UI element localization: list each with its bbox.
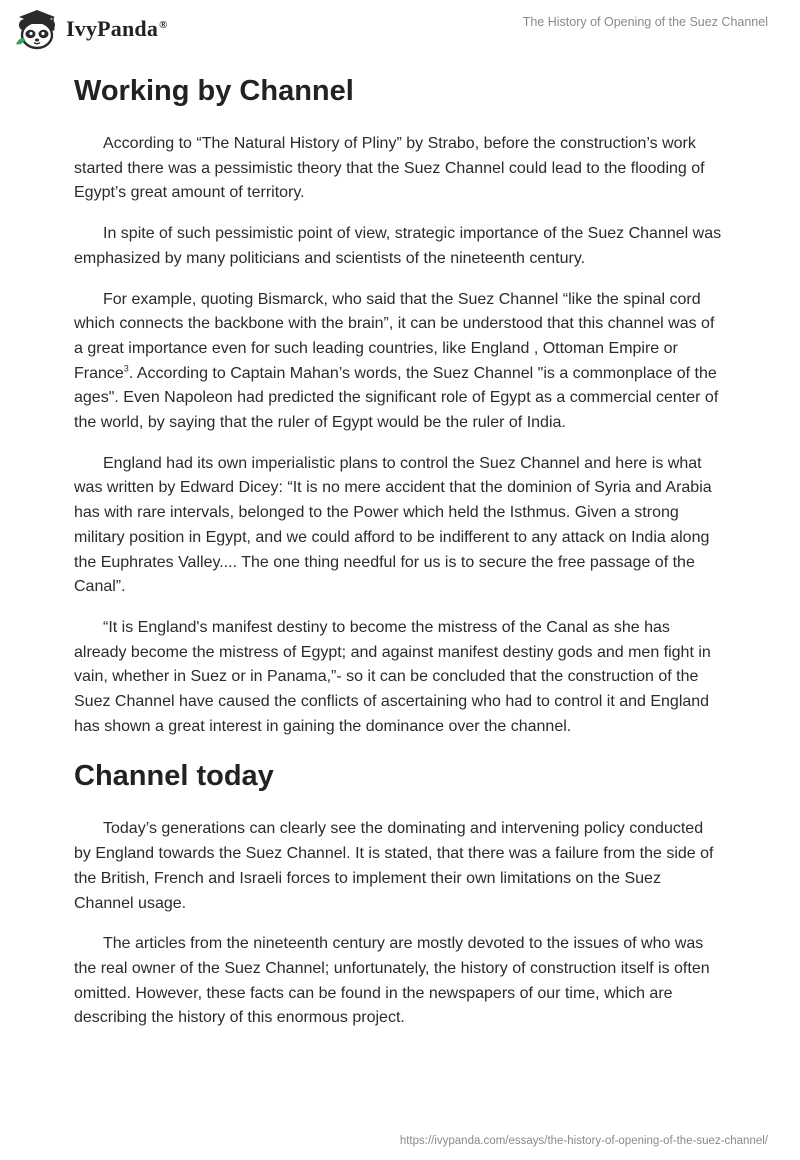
section-heading-working-by-channel: Working by Channel (74, 75, 354, 107)
brand-name: IvyPanda® (66, 16, 168, 41)
essay-body (74, 70, 724, 1047)
section-heading-channel-today: Channel today (74, 760, 274, 793)
paragraph: According to “The Natural History of Pliny” by Strabo, before the construction’s work started there was a pessimistic theory that the Suez Channel could lead to the flooding of Egypt’s great amount of territory. (74, 135, 705, 202)
page-header (0, 0, 800, 60)
source-url[interactable]: https://ivypanda.com/essays/the-history-of-opening-of-the-suez-channel/ (399, 1135, 768, 1147)
panda-graduate-icon (14, 8, 60, 50)
paragraph: The articles from the nineteenth century are mostly devoted to the issues of who was the real owner of the Suez Channel; unfortunately, the history of construction itself is often omitted. However, these facts can be found in the newspapers of our time, which are describing the history of this enormous project. (74, 935, 710, 1027)
paragraph (74, 288, 724, 436)
footnote-reference[interactable]: 3 (123, 363, 129, 374)
document-title: The History of Opening of the Suez Channel (522, 15, 768, 29)
paragraph-text: For example, quoting Bismarck, who said that the Suez Channel “like the spinal cord which connects the backbone with the brain”, it can be understood that this channel was of a great importance even for such leading countries, like England , Ottoman Empire or France (74, 290, 715, 382)
paragraph: In spite of such pessimistic point of view, strategic importance of the Suez Channel was emphasized by many politicians and scientists of the nineteenth century. (74, 225, 722, 267)
brand-logo[interactable] (14, 8, 168, 50)
registered-mark: ® (159, 18, 168, 31)
paragraph: Today’s generations can clearly see the dominating and intervening policy conducted by England towards the Suez Channel. It is stated, that there was a failure from the side of the British, French and Israeli forces to implement their own limitations on the Suez Channel usage. (74, 820, 714, 912)
paragraph: England had its own imperialistic plans to control the Suez Channel and here is what was written by Edward Dicey: “It is no mere accident that the dominion of Syria and Arabia has with rare intervals, belonged to the Power which held the Isthmus. Given a strong military position in Egypt, and we could afford to be indifferent to any attack on India along the Euphrates Valley.... The one thing needful for us is to secure the free passage of the Canal”. (74, 454, 712, 596)
paragraph-text: . According to Captain Mahan’s words, the Suez Channel "is a commonplace of the ages". Even Napoleon had predicted the significant role of Egypt as a commercial center of the world, by saying that the ruler of Egypt would be the ruler of India. (74, 364, 719, 432)
paragraph: “It is England's manifest destiny to become the mistress of the Canal as she has already become the mistress of Egypt; and against manifest destiny gods and men fight in vain, whether in Suez or in Panama,”- so it can be concluded that the construction of the Suez Channel have caused the conflicts of ascertaining who had to control it and England has shown a great interest in gaining the dominance over the channel. (74, 618, 711, 735)
